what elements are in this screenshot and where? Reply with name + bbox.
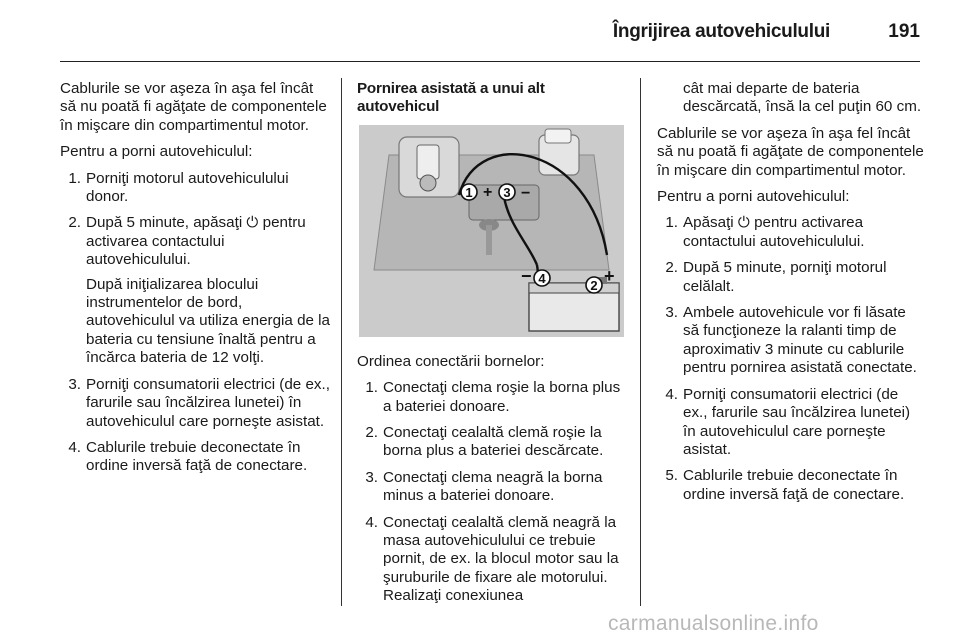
column-divider	[341, 78, 342, 606]
list-item	[60, 214, 332, 367]
step-text: Cablurile trebuie deconectate în ordine inversă faţă de conectare.	[86, 438, 308, 475]
page-number: 191	[888, 21, 920, 42]
steps-list	[657, 214, 925, 504]
steps-list	[60, 170, 332, 476]
list-item	[657, 467, 925, 504]
list-item	[60, 376, 332, 431]
step-number: 2.	[365, 424, 378, 442]
column-3	[657, 80, 925, 512]
step-number: 4.	[365, 513, 378, 531]
section-heading: Pornirea asistată a unui alt autovehicul	[357, 80, 545, 116]
step-body	[86, 214, 332, 367]
step-text: Cablurile trebuie deconectate în ordine inversă faţă de conectare.	[683, 467, 905, 503]
step-text: După 5 minute, porniţi motorul celălalt.	[683, 259, 887, 295]
step-number: 3.	[665, 304, 678, 322]
list-item	[357, 469, 629, 506]
step-number: 3.	[365, 468, 378, 486]
figure-plus-sign: +	[483, 183, 493, 201]
step-number: 1.	[365, 379, 378, 397]
step-text: Conectaţi cealaltă clemă neagră la masa autovehiculului ce trebuie pornit, de ex. la blocul motor sau la şuruburile de fixare ale motorului. Realizaţi conexiunea	[383, 513, 619, 605]
figure-minus-sign: −	[521, 265, 532, 286]
step-text: Porniţi consumatorii electrici (de ex., farurile sau încălzirea lunetei) în autovehiculul care porneşte asistat.	[86, 375, 330, 430]
step-text: Conectaţi clema neagră la borna minus a bateriei donoare.	[383, 468, 603, 505]
column-1	[60, 80, 332, 484]
page-title: Îngrijirea autovehiculului	[612, 21, 830, 42]
step-number: 2.	[665, 259, 678, 277]
list-item	[357, 514, 629, 606]
list-item	[60, 439, 332, 476]
step-number: 4.	[68, 438, 81, 456]
step-text: Conectaţi clema roşie la borna plus a bateriei donoare.	[383, 379, 621, 415]
jump-start-illustration	[359, 125, 624, 337]
step-text: Apăsaţi ⏻ pentru activarea contactului autovehiculului.	[683, 214, 865, 250]
list-item	[60, 170, 332, 207]
step-text: Ambele autovehicule vor fi lăsate să funcţioneze la ralanti timp de aproximativ 3 minute cu cablurile pentru pornirea asistată conectate.	[683, 304, 917, 377]
cable-routing-paragraph: Cablurile se vor aşeza în aşa fel încât să nu poată fi agăţate de componentele în mişcare din compartimentul motor.	[60, 80, 327, 134]
column-divider	[640, 78, 641, 606]
cable-routing-paragraph: Cablurile se vor aşeza în aşa fel încât să nu poată fi agăţate de componentele în mişcare din compartimentul motor.	[657, 124, 924, 179]
connection-steps-list	[357, 379, 629, 605]
connection-order-lead: Ordinea conectării bornelor:	[357, 352, 545, 370]
step-note: După iniţializarea blocului instrumentelor de bord, autovehiculul va utiliza energia de la bateria cu tensiune înaltă pentru a încărca bateria de 12 volţi.	[86, 275, 331, 367]
page-header	[60, 0, 920, 62]
step-text: După 5 minute, apăsaţi ⏻ pentru activarea contactului autovehiculului.	[86, 214, 306, 269]
list-item	[657, 214, 925, 251]
step-number: 5.	[665, 467, 678, 485]
figure-label-2: 2	[590, 277, 598, 293]
steps-lead: Pentru a porni autovehiculul:	[657, 188, 850, 206]
step-number: 1.	[68, 169, 81, 187]
steps-lead: Pentru a porni autovehiculul:	[60, 143, 253, 161]
list-item	[657, 259, 925, 296]
list-item	[357, 379, 629, 416]
list-item	[657, 304, 925, 378]
step-text: Porniţi consumatorii electrici (de ex., farurile sau încălzirea lunetei) în autovehiculul care porneşte asistat.	[683, 385, 911, 458]
step-number: 4.	[665, 385, 678, 403]
step-number: 2.	[68, 214, 81, 232]
watermark: carmanualsonline.info	[608, 612, 819, 635]
continued-step-text: cât mai departe de bateria descărcată, însă la cel puţin 60 cm.	[683, 80, 922, 116]
step-number: 3.	[68, 375, 81, 393]
list-item	[657, 386, 925, 460]
step-number: 1.	[665, 214, 678, 232]
step-text: Conectaţi cealaltă clemă roşie la borna plus a bateriei descărcate.	[383, 424, 604, 460]
column-2	[357, 80, 629, 614]
list-item	[357, 424, 629, 461]
figure-label-3: 3	[503, 184, 511, 200]
figure-plus-sign: +	[604, 265, 615, 286]
figure-label-4: 4	[538, 270, 546, 286]
step-text: Porniţi motorul autovehiculului donor.	[86, 169, 289, 206]
figure-label-1: 1	[465, 184, 473, 200]
figure-minus-sign: −	[521, 184, 531, 202]
